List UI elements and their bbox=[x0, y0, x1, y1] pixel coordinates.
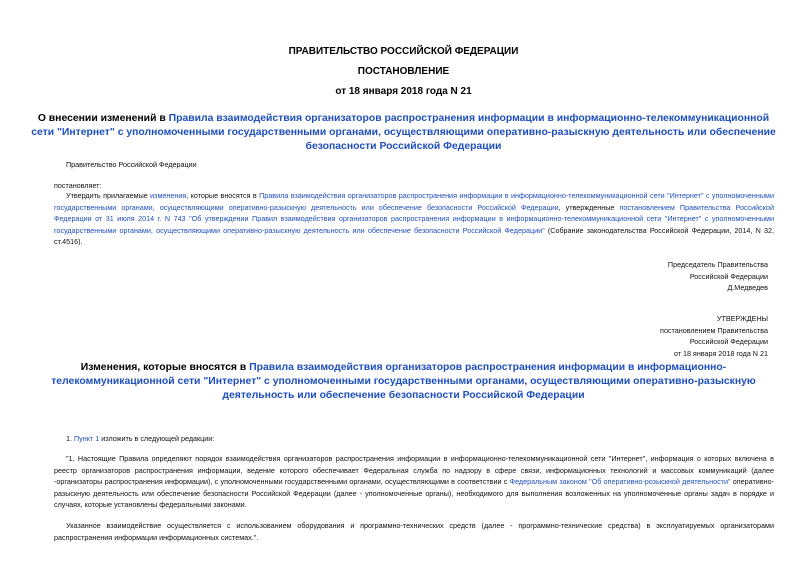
document-date: от 18 января 2018 года N 21 bbox=[335, 86, 472, 97]
changes-link[interactable]: изменения bbox=[150, 191, 187, 200]
decision-paragraph bbox=[54, 190, 774, 248]
signature-org: Российской Федерации bbox=[689, 271, 768, 281]
signature-block bbox=[560, 259, 768, 294]
approval-label: УТВЕРЖДЕНЫ bbox=[716, 314, 768, 323]
document-type: ПОСТАНОВЛЕНИЕ bbox=[357, 66, 450, 77]
para-text-3: , утвержденные bbox=[558, 202, 620, 212]
para-text-2: , которые вносятся в bbox=[186, 191, 260, 200]
quote-text-2: оперативно-разыскную деятельность или обеспечение безопасности Российской Федерации (далее - уполномоченные органы), необходимого для выполнения возложенных на уполномоченные органы задач в порядке и случаях, которые установлены федеральными законами. bbox=[54, 477, 774, 509]
changes-heading-prefix: Изменения, которые вносятся в bbox=[80, 362, 250, 373]
item-1-link[interactable]: Пункт 1 bbox=[74, 434, 100, 443]
federal-law-link[interactable]: Федеральным законом "Об оперативно-розыскной деятельности" bbox=[509, 477, 731, 486]
government-line: Правительство Российской Федерации bbox=[66, 160, 197, 169]
item-1-text: изложить в следующей редакции: bbox=[99, 434, 215, 443]
quoted-paragraph bbox=[54, 453, 774, 511]
signature-position: Председатель Правительства bbox=[667, 260, 768, 269]
decides-label: постановляет: bbox=[54, 181, 102, 190]
item-1-number: 1. bbox=[66, 434, 74, 443]
signature-name: Д.Медведев bbox=[727, 283, 768, 292]
rules-link-body[interactable]: Правила взаимодействия организаторов распространения информации в информационно-телекоммуникационной сети "Интернет" с уполномоченными государственными органами, осуществляющими оперативно-разыскную деятельность или обеспечение безопасности Российской Федерации bbox=[54, 191, 774, 212]
rules-link[interactable]: Правила взаимодействия организаторов распространения информации в информационно-телекоммуникационной сети "Интернет" с уполномоченными государственными органами, осуществляющими оперативно-разыскную деятельность или обеспечение безопасности Российской Федерации bbox=[31, 113, 776, 152]
item-1 bbox=[66, 433, 214, 445]
quote-text-1: "1. Настоящие Правила определяют порядок взаимодействия организаторов распространения информации в информационно-телекоммуникационной сети "Интернет", информация о которых включена в реестр организаторов распространения информации, ведение которого обеспечивает Федеральная служба по надзору в сфере связи, информационных технологий и массовых коммуникаций (далее -организаторы распространения информации), с уполномоченными государственными органами, осуществляющими в соответствии с bbox=[54, 454, 774, 486]
approval-line-3: Российской Федерации bbox=[689, 337, 768, 346]
approval-block bbox=[560, 313, 768, 359]
para-text-4: (Собрание законодательства Российской Федерации, 2014, N 32, ст.4516). bbox=[54, 225, 774, 246]
last-paragraph: Указанное взаимодействие осуществляется с использованием оборудования и программно-технических средств (далее - программно-технические средства) в эксплуатируемых организаторами распространения информации информационных системах.". bbox=[54, 521, 774, 542]
changes-heading bbox=[30, 361, 777, 403]
changes-rules-link[interactable]: Правила взаимодействия организаторов распространения информации в информационно-телекоммуникационной сети "Интернет" с уполномоченными государственными органами, осуществляющими оперативно-разыскную деятельность или обеспечение безопасности Российской Федерации bbox=[51, 362, 756, 401]
approval-date: от 18 января 2018 года N 21 bbox=[673, 348, 768, 358]
para-text-1: Утвердить прилагаемые bbox=[66, 191, 151, 200]
government-title: ПРАВИТЕЛЬСТВО РОССИЙСКОЙ ФЕДЕРАЦИИ bbox=[288, 46, 519, 57]
heading-prefix: О внесении изменений в bbox=[37, 113, 169, 124]
document-heading bbox=[30, 112, 777, 154]
resolution-743-link[interactable]: постановлением Правительства Российской Федерации от 31 июля 2014 г. N 743 "Об утверждении Правил взаимодействия организаторов распространения информации в информационно-телекоммуникационной сети "Интернет" с уполномоченными государственными органами, осуществляющими оперативно-разыскную деятельность или обеспечение безопасности Российской Федерации" bbox=[54, 202, 774, 235]
approval-line-2: постановлением Правительства bbox=[660, 325, 768, 335]
